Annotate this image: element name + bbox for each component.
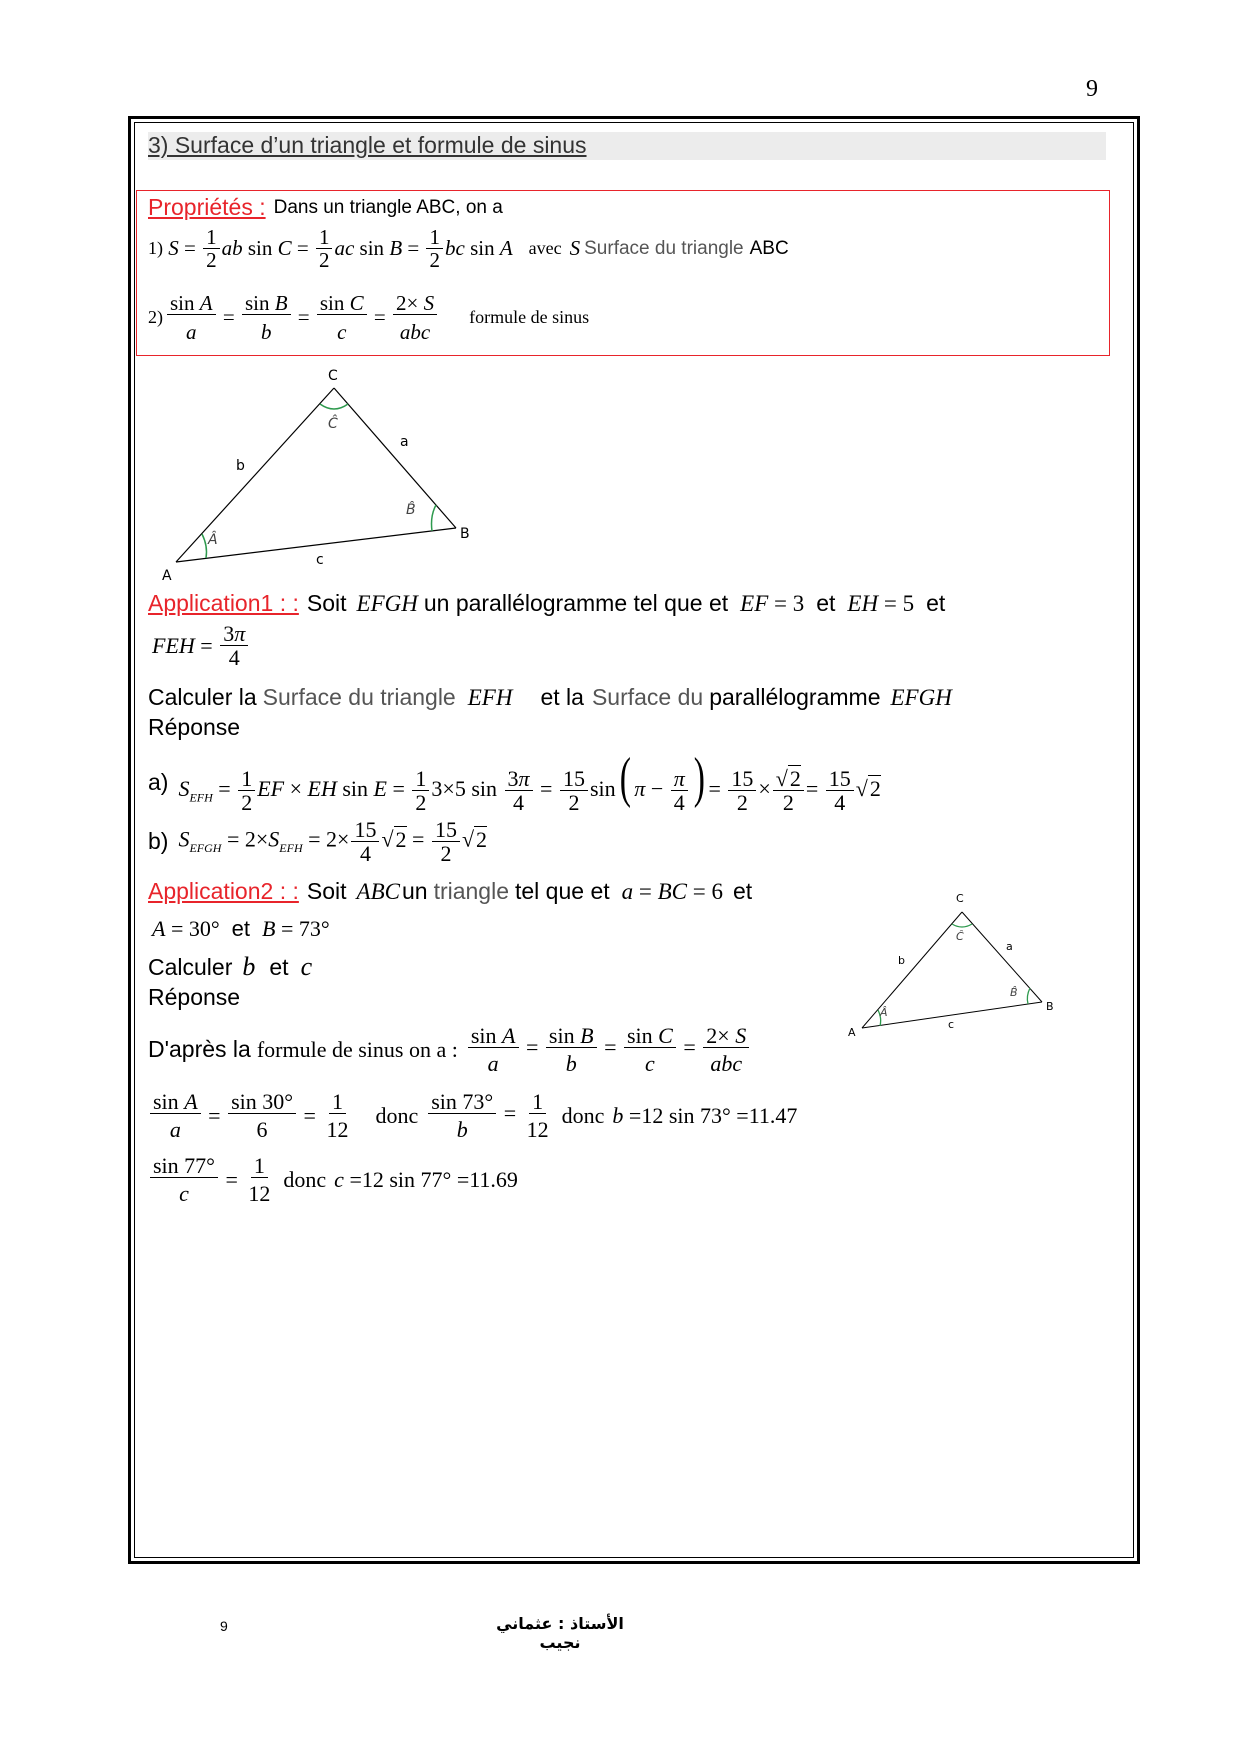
app1-angle: FEH = $\frac{3\pi}{4}$ [152,622,250,669]
side2-label-b: b [898,954,905,967]
vertex-label-C: C [328,368,338,384]
angle-arc-B [432,505,437,531]
app1-calc-4: Surface du [591,684,704,710]
app1-text-3: et [816,590,836,616]
section-title: 3) Surface d’un triangle et formule de sinus [148,132,587,158]
triangle-figure-1 [150,366,480,584]
triangle-2-sides [862,912,1042,1028]
formula1-avec: avec [528,238,562,259]
app1-answer-b: b) $S_{EFGH} = 2\times S_{EFH} = 2\times$ $\frac{15}{4}$ √2 = $\frac{15}{2}$ √2 [148,817,488,867]
app1-answer-a: a) $S_{EFH}$ = $\frac{1}{2}$ EF × EH sin E = $\frac{1}{2}$ 3×5 sin $\frac{3\pi}{4}$ = $\frac{15}{2}$ sin( π − $\frac{\pi}{4}$ ) = $\frac{15}{2}$ × $\frac{√2}{2}$ = $\frac{15}{4}$ √2 [148,747,881,816]
formula1-prefix: 1) [148,238,163,259]
app2-calc-b: $\frac{\text{sin A}}{a}$ = $\frac{\sin 30^\circ}{6}$ = $\frac{1}{12}$ donc $\frac{\sin 73^\circ}{b}$ = $\frac{1}{12}$ donc b =12 sin 73° =11.47 [148,1090,797,1141]
formula-sinus: 2) $\frac{\text{sin A}}{a}$ = $\frac{\text{sin B}}{b}$ = $\frac{\text{sin C}}{c}$ = $\frac{2\times S}{\text{abc}}$ formule de sinus [148,291,590,345]
app2-statement: Application2 : : Soit ABC un triangle tel que et a = BC = 6 et [148,878,753,904]
app2-dapres: D'après la [148,1036,251,1063]
app1-label: Application1 : : [148,590,299,616]
app2-calc: Calculer [148,953,233,980]
formula2-note: formule de sinus [469,307,590,328]
vertex-label-A: A [162,568,172,584]
angle2-label-C: Ĉ [956,930,964,943]
triangle-1-sides [176,388,456,562]
angle2-label-A: Â [880,1006,888,1019]
angle-label-A: Â [208,532,218,548]
app2-label: Application2 : : [148,878,299,904]
vertex2-label-A: A [848,1026,856,1039]
footer-page-number: 9 [220,1618,228,1634]
formula1-abc: ABC [749,237,789,259]
properties-label: Propriétés : [148,194,266,220]
app2-angles: A = 30° et B = 73° [152,916,330,941]
app1-b-label: b) [148,828,169,855]
angle-arc-A [202,534,207,558]
vertex-label-B: B [460,526,470,542]
properties-header [148,194,503,221]
side-label-c: c [316,552,324,568]
angle-2-arc-C [952,924,972,927]
app1-a-label: a) [148,768,169,795]
app1-calc-1: Calculer la [148,684,257,710]
app2-formula: D'après la formule de sinus on a : $\frac{\text{sin A}}{a}$ = $\frac{\text{sin B}}{b}$ = $\frac{\text{sin C}}{c}$ = $\frac{2\times S}{\text{abc}}$ [148,1024,751,1075]
side-label-a: a [400,434,409,450]
app1-text-1: Soit [306,590,347,616]
vertex2-label-C: C [956,892,964,905]
angle-arc-C [320,404,348,409]
angle-label-B: B̂ [406,502,416,518]
app1-calc-5: parallélogramme [709,684,881,710]
formula1-surface-label: Surface du triangle [584,237,744,259]
app2-text-1: Soit [306,878,347,904]
app1-text-4: et [926,590,946,616]
app2-text-4: tel que et [515,878,610,904]
angle2-label-B: B̂ [1010,986,1018,999]
app1-statement: Application1 : : Soit EFGH un parallélogramme tel que et EF = 3 et EH = 5 et [148,590,946,616]
app2-reponse: Réponse [148,984,241,1010]
footer-author: الأستاذ : عثماني نجيب [496,1614,624,1652]
app2-text-5: et [733,878,753,904]
app2-calc-et: et [269,953,289,980]
app2-donc-3: donc [283,1166,327,1192]
side2-label-c: c [948,1018,955,1031]
app1-reponse: Réponse [148,714,241,740]
app1-text-2: un parallélogramme tel que et [423,590,729,616]
side2-label-a: a [1006,940,1013,953]
app1-question: Calculer la Surface du triangle EFH et la Surface du parallélogramme EFGH [148,684,952,710]
triangle-figure-2 [836,888,1066,1048]
app2-question: Calculer b et c [148,952,313,981]
app2-text-3: triangle [433,878,509,904]
app2-donc-2: donc [561,1102,605,1128]
app2-text-2: un [401,878,428,904]
app2-donc-1: donc [375,1102,419,1128]
app2-calc-c: $\frac{\sin 77^\circ}{c}$ = $\frac{1}{12}$ donc c =12 sin 77° =11.69 [148,1154,518,1205]
app2-dapres-2: formule de sinus on a : [256,1036,458,1062]
formula-surface: 1) S = $\frac{1}{2}$ ab sin C = $\frac{1}{2}$ ac sin B = $\frac{1}{2}$ bc sin A avec S Surface du triangle ABC [148,225,789,273]
app1-calc-3: et la [540,684,584,710]
properties-intro: Dans un triangle ABC, on a [273,196,503,218]
angle-label-C: Ĉ [328,416,338,432]
formula2-prefix: 2) [148,307,163,328]
app2-text-6: et [231,916,251,941]
side-label-b: b [236,458,245,474]
page-number-top: 9 [1086,76,1098,102]
app1-calc-2: Surface du triangle [262,684,456,710]
angle-2-arc-B [1027,988,1030,1004]
vertex2-label-B: B [1046,1000,1054,1013]
